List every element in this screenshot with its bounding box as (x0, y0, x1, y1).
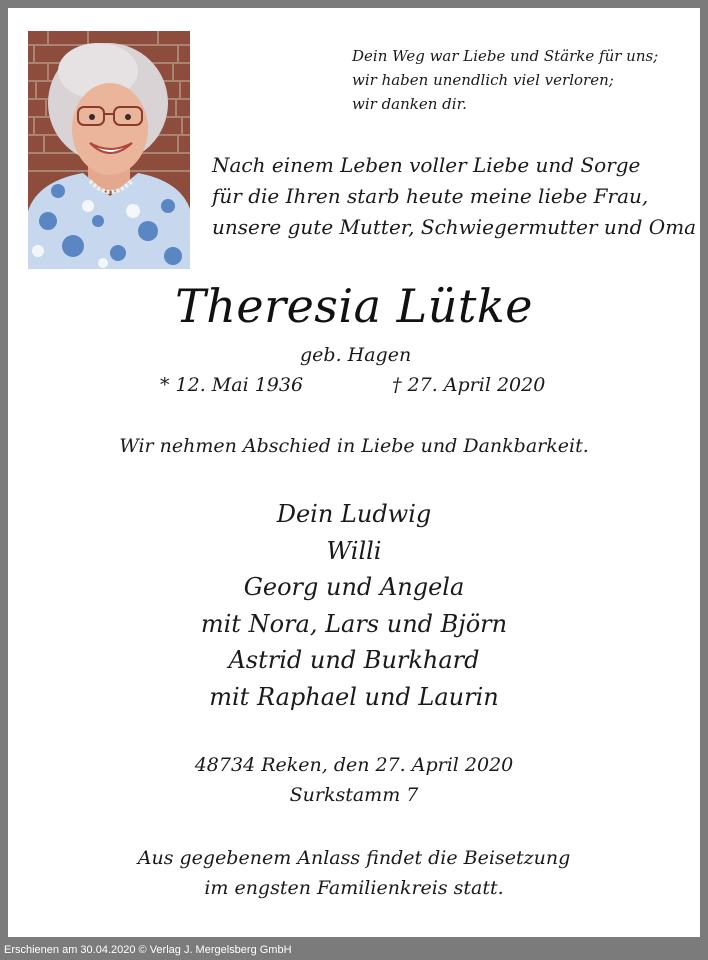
family-member: Georg und Angela (243, 573, 465, 601)
maiden-name: geb. Hagen (300, 344, 412, 366)
motto-verse (352, 44, 658, 116)
family-list (0, 496, 708, 715)
family-member: mit Nora, Lars und Björn (200, 609, 508, 638)
intro-line: Nach einem Leben voller Liebe und Sorge (212, 153, 641, 177)
intro-line: unsere gute Mutter, Schwiegermutter und Oma (212, 215, 697, 239)
intro-text (212, 150, 696, 243)
burial-line: im engsten Familienkreis statt. (204, 877, 504, 899)
address-block (0, 750, 708, 810)
portrait-photo (28, 31, 190, 269)
motto-line: Dein Weg war Liebe und Stärke für uns; (352, 47, 659, 65)
family-member: Willi (326, 536, 382, 565)
burial-line: Aus gegebenem Anlass findet die Beisetzung (137, 847, 571, 869)
burial-notice (0, 843, 708, 903)
deceased-name: Theresia Lütke (175, 279, 533, 333)
family-member: Dein Ludwig (276, 500, 432, 528)
intro-line: für die Ihren starb heute meine liebe Frau, (212, 184, 649, 208)
family-member: mit Raphael und Laurin (209, 682, 499, 711)
motto-line: wir haben unendlich viel verloren; (352, 71, 614, 89)
motto-line: wir danken dir. (352, 95, 467, 113)
publication-footer: Erschienen am 30.04.2020 © Verlag J. Mergelsberg GmbH (4, 944, 292, 956)
street: Surkstamm 7 (289, 784, 419, 806)
birth-date: * 12. Mai 1936 (160, 374, 304, 396)
farewell-text: Wir nehmen Abschied in Liebe und Dankbarkeit. (119, 435, 589, 457)
family-member: Astrid und Burkhard (228, 646, 480, 674)
death-date: † 27. April 2020 (392, 374, 546, 396)
city-date: 48734 Reken, den 27. April 2020 (194, 754, 514, 776)
